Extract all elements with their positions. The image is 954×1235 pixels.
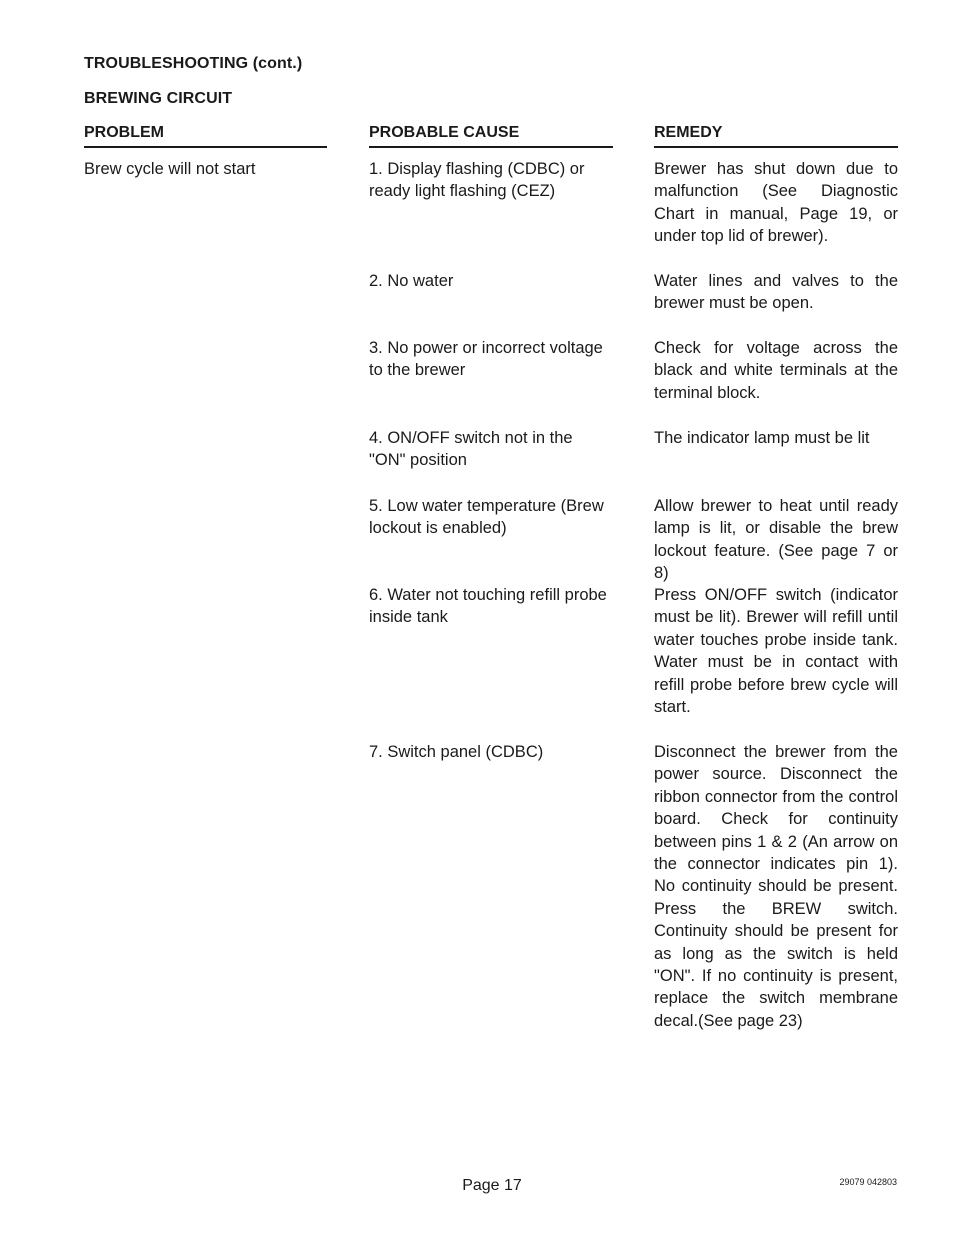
page-number: Page 17 (462, 1177, 522, 1194)
remedy-6: Press ON/OFF switch (indicator must be lit). Brewer will refill until water touches probe inside tank. Water must be in contact with refill probe before brew cycle will start. (654, 586, 898, 717)
column-header-cause: PROBABLE CAUSE (369, 124, 613, 148)
remedy-7: Disconnect the brewer from the power source. Disconnect the ribbon connector from the control board. Check for continuity between pins 1 & 2 (An arrow on the connector indicates pin 1). No continuity should be present. Press the BREW switch. Continuity should be present for as long as the switch is held "ON". If no continuity is present, replace the switch membrane decal.(See page 23) (654, 743, 898, 1030)
cause-1: 1. Display flashing (CDBC) or ready light flashing (CEZ) (369, 160, 585, 201)
column-header-problem: PROBLEM (84, 124, 327, 148)
cause-2: 2. No water (369, 272, 454, 290)
cause-4: 4. ON/OFF switch not in the "ON" position (369, 429, 573, 470)
remedy-5: Allow brewer to heat until ready lamp is lit, or disable the brew lockout feature. (See page 7 or 8) (654, 497, 898, 583)
section-title: TROUBLESHOOTING (cont.) (84, 55, 303, 72)
remedy-2: Water lines and valves to the brewer must be open. (654, 272, 898, 313)
document-code: 29079 042803 (839, 1177, 897, 1187)
column-header-remedy: REMEDY (654, 124, 898, 148)
problem-text: Brew cycle will not start (84, 160, 256, 178)
cause-6: 6. Water not touching refill probe inside tank (369, 586, 607, 627)
remedy-3: Check for voltage across the black and white terminals at the terminal block. (654, 339, 898, 402)
remedy-4: The indicator lamp must be lit (654, 429, 870, 447)
remedy-1: Brewer has shut down due to malfunction (See Diagnostic Chart in manual, Page 19, or under top lid of brewer). (654, 160, 898, 246)
cause-7: 7. Switch panel (CDBC) (369, 743, 544, 761)
section-subtitle: BREWING CIRCUIT (84, 90, 233, 107)
cause-5: 5. Low water temperature (Brew lockout is enabled) (369, 497, 604, 538)
cause-3: 3. No power or incorrect voltage to the brewer (369, 339, 603, 380)
